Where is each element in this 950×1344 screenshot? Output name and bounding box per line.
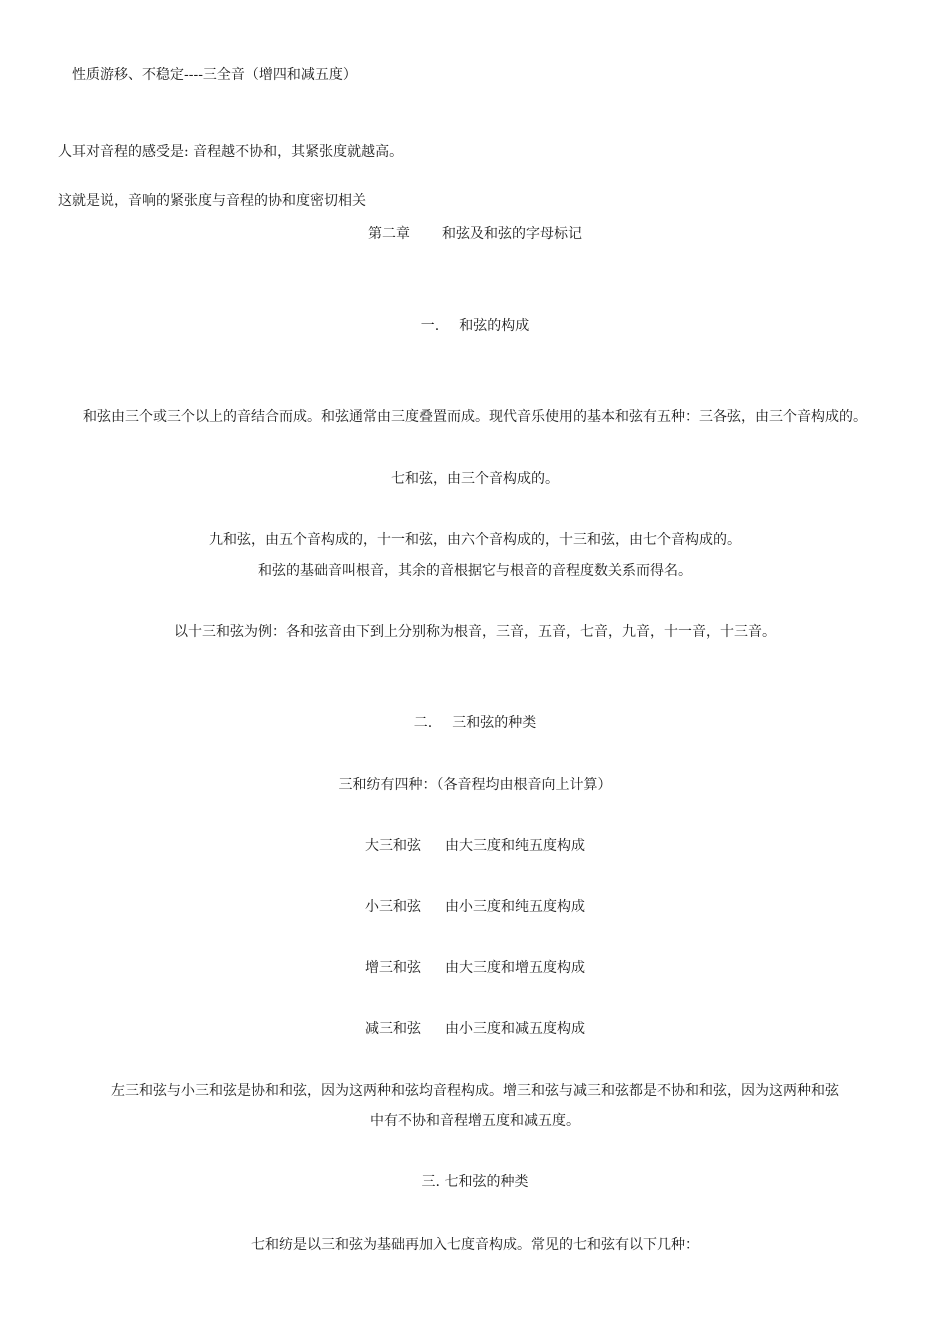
chapter-title: 和弦及和弦的字母标记 [442, 226, 582, 242]
chapter-heading [0, 225, 950, 243]
triad-name: 增三和弦 [365, 960, 421, 976]
triad-row [0, 1020, 950, 1038]
section-1-number: 一. [420, 318, 440, 334]
triad-name: 小三和弦 [365, 899, 421, 915]
ear-perception-line: 人耳对音程的感受是: 音程越不协和，其紧张度就越高。 [58, 144, 404, 160]
triad-desc: 由小三度和减五度构成 [445, 1021, 585, 1037]
triad-desc: 由大三度和增五度构成 [445, 960, 585, 976]
section-1-title: 和弦的构成 [459, 318, 530, 334]
paragraph-extended-chords: 九和弦，由五个音构成的，十一和弦，由六个音构成的，十三和弦，由七个音构成的。 [209, 532, 741, 548]
triad-row [0, 959, 950, 977]
triad-desc: 由大三度和纯五度构成 [445, 838, 585, 854]
tritone-line: 性质游移、不稳定----三全音（增四和减五度） [72, 67, 357, 83]
paragraph-chord-definition: 和弦由三个或三个以上的音结合而成。和弦通常由三度叠置而成。现代音乐使用的基本和弦有五种：三各弦，由三个音构成的。 [83, 409, 867, 425]
section-2-heading [0, 714, 950, 732]
triad-intro: 三和纺有四种：（各音程均由根音向上计算） [338, 777, 612, 793]
section-2-number: 二. [413, 715, 433, 731]
section-1-heading [0, 317, 950, 335]
seventh-chord-intro: 七和纺是以三和弦为基础再加入七度音构成。常见的七和弦有以下几种： [251, 1237, 699, 1253]
triad-row [0, 837, 950, 855]
section-2-title: 三和弦的种类 [452, 715, 537, 731]
section-3-heading: 三. 七和弦的种类 [421, 1174, 529, 1190]
triad-name: 大三和弦 [365, 838, 421, 854]
chapter-number: 第二章 [368, 226, 410, 242]
triad-row [0, 898, 950, 916]
paragraph-root-note: 和弦的基础音叫根音，其余的音根据它与根音的音程度数关系而得名。 [258, 563, 692, 579]
paragraph-thirteenth-example: 以十三和弦为例：各和弦音由下到上分别称为根音，三音，五音，七音，九音，十一音，十三音。 [174, 624, 776, 640]
consonance-paragraph-line-2: 中有不协和音程增五度和减五度。 [370, 1113, 580, 1129]
consonance-paragraph-line-1: 左三和弦与小三和弦是协和和弦，因为这两种和弦均音程构成。增三和弦与减三和弦都是不协和和弦，因为这两种和弦 [111, 1083, 839, 1099]
triad-name: 减三和弦 [365, 1021, 421, 1037]
triad-desc: 由小三度和纯五度构成 [445, 899, 585, 915]
paragraph-seventh-chord: 七和弦，由三个音构成的。 [391, 471, 559, 487]
tension-relation-line: 这就是说，音响的紧张度与音程的协和度密切相关 [58, 193, 366, 209]
